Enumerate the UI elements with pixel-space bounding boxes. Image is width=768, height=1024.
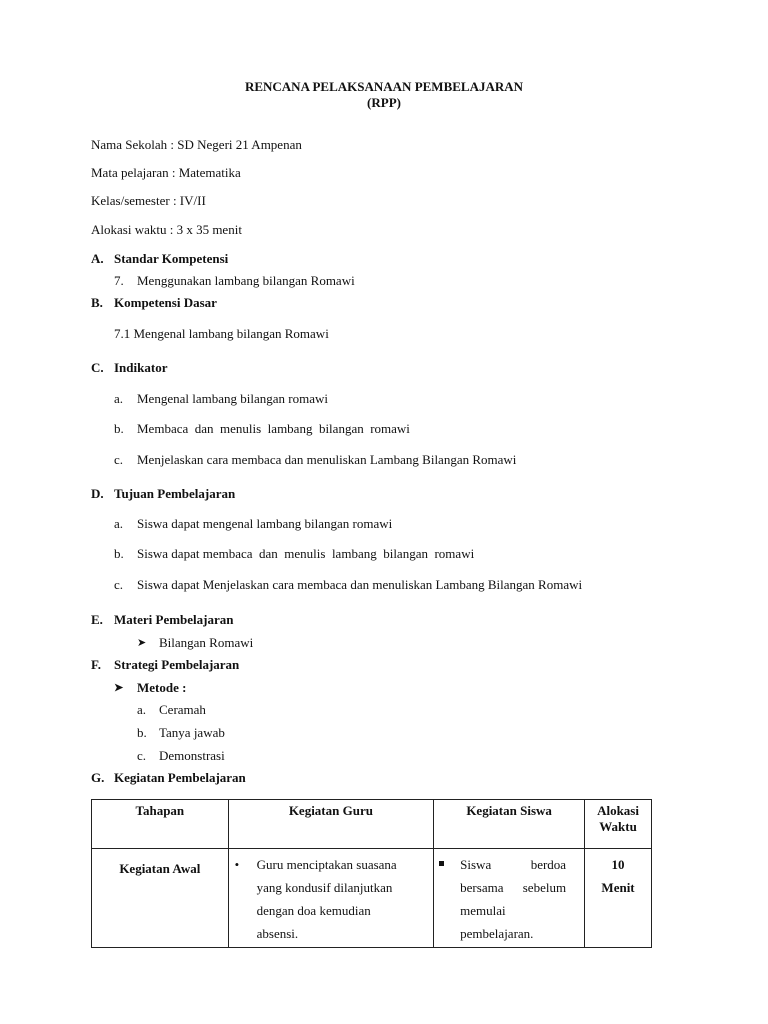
document-title: RENCANA PELAKSANAAN PEMBELAJARAN [244,79,524,94]
header-alokasi-waktu [585,800,652,849]
section-b-heading: Kompetensi Dasar [114,295,217,310]
cell-alokasi-waktu [585,849,652,948]
stage-label: Kegiatan Awal [119,861,201,876]
cell-kegiatan-guru [228,849,434,948]
time-value: 10 [611,857,625,872]
school-name: Nama Sekolah : SD Negeri 21 Ampenan [91,137,302,152]
list-item-marker: a. [137,702,147,717]
section-b-letter: B. [91,295,103,310]
arrow-bullet-icon: ➤ [137,637,147,649]
section-c-letter: C. [91,360,104,375]
siswa-word: Siswa [460,857,492,872]
cell-tahapan [92,849,229,948]
guru-line: absensi. [256,926,299,941]
document-subtitle: (RPP) [367,95,401,110]
guru-line: Guru menciptakan suasana [256,857,397,872]
activity-table [91,799,652,948]
list-item: Mengenal lambang bilangan romawi [137,391,328,406]
list-item: Ceramah [159,702,206,717]
section-d-heading: Tujuan Pembelajaran [114,486,236,501]
list-item-marker: c. [137,748,147,763]
class-semester: Kelas/semester : IV/II [91,193,206,208]
list-item-marker: b. [114,421,124,436]
section-a-heading: Standar Kompetensi [114,251,229,266]
section-a-letter: A. [91,251,104,266]
method-label: Metode : [137,680,187,695]
header-tahapan: Tahapan [92,800,229,849]
square-bullet-icon [439,861,444,866]
section-a-item-text: Menggunakan lambang bilangan Romawi [137,273,355,288]
list-item: Demonstrasi [159,748,225,763]
arrow-bullet-icon: ➤ [114,682,124,694]
subject: Mata pelajaran : Matematika [91,165,241,180]
section-g-letter: G. [91,770,105,785]
section-f-letter: F. [91,657,101,672]
section-b-item-text: 7.1 Mengenal lambang bilangan Romawi [114,326,329,341]
section-f-heading: Strategi Pembelajaran [114,657,240,672]
siswa-line: memulai [460,903,506,918]
section-c-heading: Indikator [114,360,168,375]
list-item-marker: b. [137,725,147,740]
list-item-marker: b. [114,546,124,561]
header-kegiatan-siswa: Kegiatan Siswa [434,800,585,849]
list-item-marker: a. [114,516,124,531]
section-a-item-number: 7. [114,273,124,288]
header-alokasi: Alokasi [597,803,639,818]
list-item: Membaca dan menulis lambang bilangan romawi [137,421,410,436]
bullet-icon: • [234,857,240,872]
guru-line: dengan doa kemudian [256,903,371,918]
list-item: Tanya jawab [159,725,225,740]
section-e-heading: Materi Pembelajaran [114,612,234,627]
time-unit: Menit [601,880,635,895]
siswa-line: pembelajaran. [460,926,534,941]
section-e-item-text: Bilangan Romawi [159,635,254,650]
time-allocation: Alokasi waktu : 3 x 35 menit [91,222,242,237]
list-item-marker: c. [114,452,124,467]
siswa-word: sebelum [522,880,567,895]
list-item: Siswa dapat mengenal lambang bilangan romawi [137,516,393,531]
list-item-marker: c. [114,577,124,592]
list-item: Menjelaskan cara membaca dan menuliskan Lambang Bilangan Romawi [137,452,517,467]
siswa-word: berdoa [530,857,567,872]
siswa-word: bersama [460,880,504,895]
header-kegiatan-guru: Kegiatan Guru [228,800,434,849]
table-header-row [92,800,652,849]
section-d-letter: D. [91,486,104,501]
list-item: Siswa dapat membaca dan menulis lambang bilangan romawi [137,546,475,561]
list-item-marker: a. [114,391,124,406]
list-item: Siswa dapat Menjelaskan cara membaca dan menuliskan Lambang Bilangan Romawi [137,577,583,592]
cell-kegiatan-siswa [434,849,585,948]
section-e-letter: E. [91,612,103,627]
section-g-heading: Kegiatan Pembelajaran [114,770,246,785]
header-waktu: Waktu [599,819,637,834]
table-row [92,849,652,948]
guru-line: yang kondusif dilanjutkan [256,880,393,895]
